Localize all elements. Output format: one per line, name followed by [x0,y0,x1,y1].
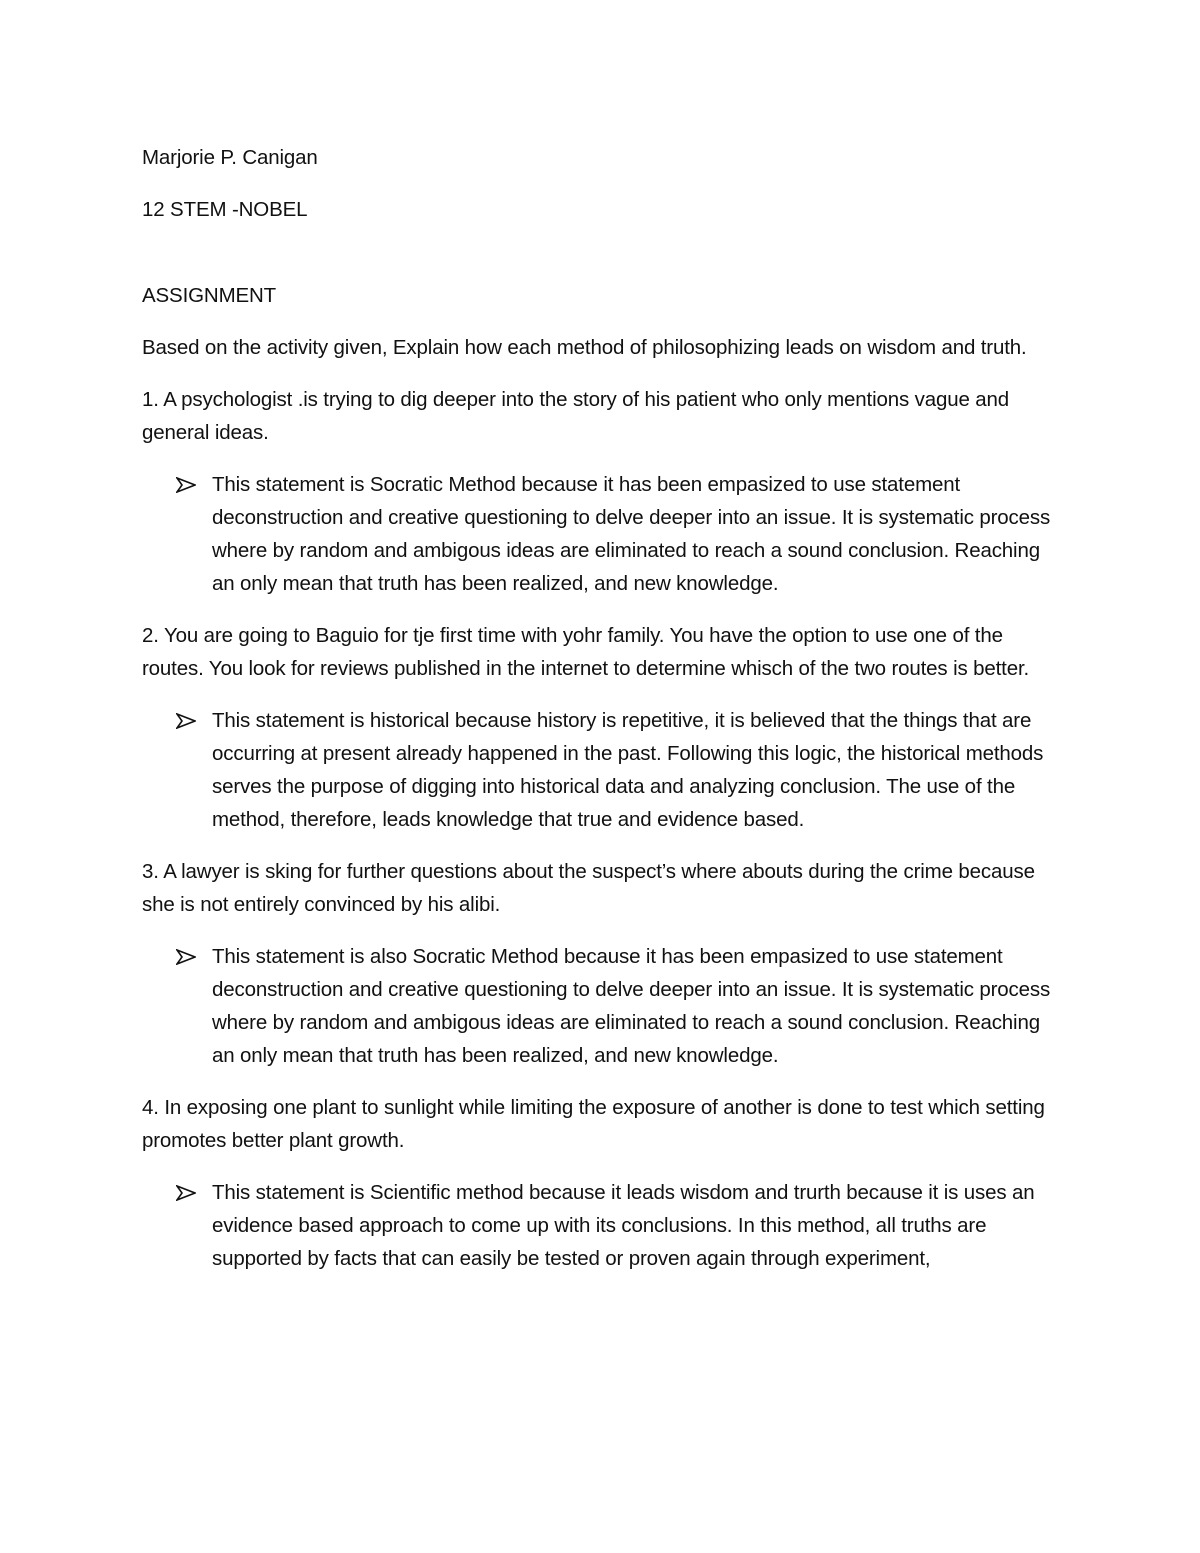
answer-4 [142,1176,1062,1275]
assignment-title: ASSIGNMENT [142,284,277,307]
student-name: Marjorie P. Canigan [142,146,318,169]
answer-text: This statement is historical because history is repetitive, it is believed that the things that are occurring at present already happened in the past. Following this logic, the historical methods serves the purpose of digging into historical data and analyzing conclusion. The use of the method, therefore, leads knowledge that true and evidence based. [212,709,1044,831]
answer-text: This statement is also Socratic Method because it has been empasized to use statement deconstruction and creative questioning to delve deeper into an issue. It is systematic process where by random and ambigous ideas are eliminated to reach a sound conclusion. Reaching an only mean that truth has been realized, and new knowledge. [212,945,1051,1067]
answer-1 [142,468,1062,600]
question-4: 4. In exposing one plant to sunlight while limiting the exposure of another is done to test which setting promotes better plant growth. [142,1096,1045,1152]
answer-text: This statement is Scientific method because it leads wisdom and trurth because it is uses an evidence based approach to come up with its conclusions. In this method, all truths are supported by facts that can easily be tested or proven again through experiment, [212,1181,1035,1270]
answer-text: This statement is Socratic Method because it has been empasized to use statement deconstruction and creative questioning to delve deeper into an issue. It is systematic process where by random and ambigous ideas are eliminated to reach a sound conclusion. Reaching an only mean that truth has been realized, and new knowledge. [212,473,1051,595]
answer-2 [142,704,1062,836]
arrow-bullet-icon [176,940,198,973]
class-section: 12 STEM -NOBEL [142,198,308,221]
question-1: 1. A psychologist .is trying to dig deeper into the story of his patient who only mentions vague and general ideas. [142,388,1010,444]
question-3: 3. A lawyer is sking for further questions about the suspect’s where abouts during the crime because she is not entirely convinced by his alibi. [142,860,1035,916]
answer-3 [142,940,1062,1072]
document-body [142,141,1062,1294]
arrow-bullet-icon [176,1176,198,1209]
assignment-instruction: Based on the activity given, Explain how each method of philosophizing leads on wisdom and truth. [142,336,1027,359]
arrow-bullet-icon [176,468,198,501]
question-2: 2. You are going to Baguio for tje first time with yohr family. You have the option to use one of the routes. You look for reviews published in the internet to determine whisch of the two routes is better. [142,624,1030,680]
arrow-bullet-icon [176,704,198,737]
